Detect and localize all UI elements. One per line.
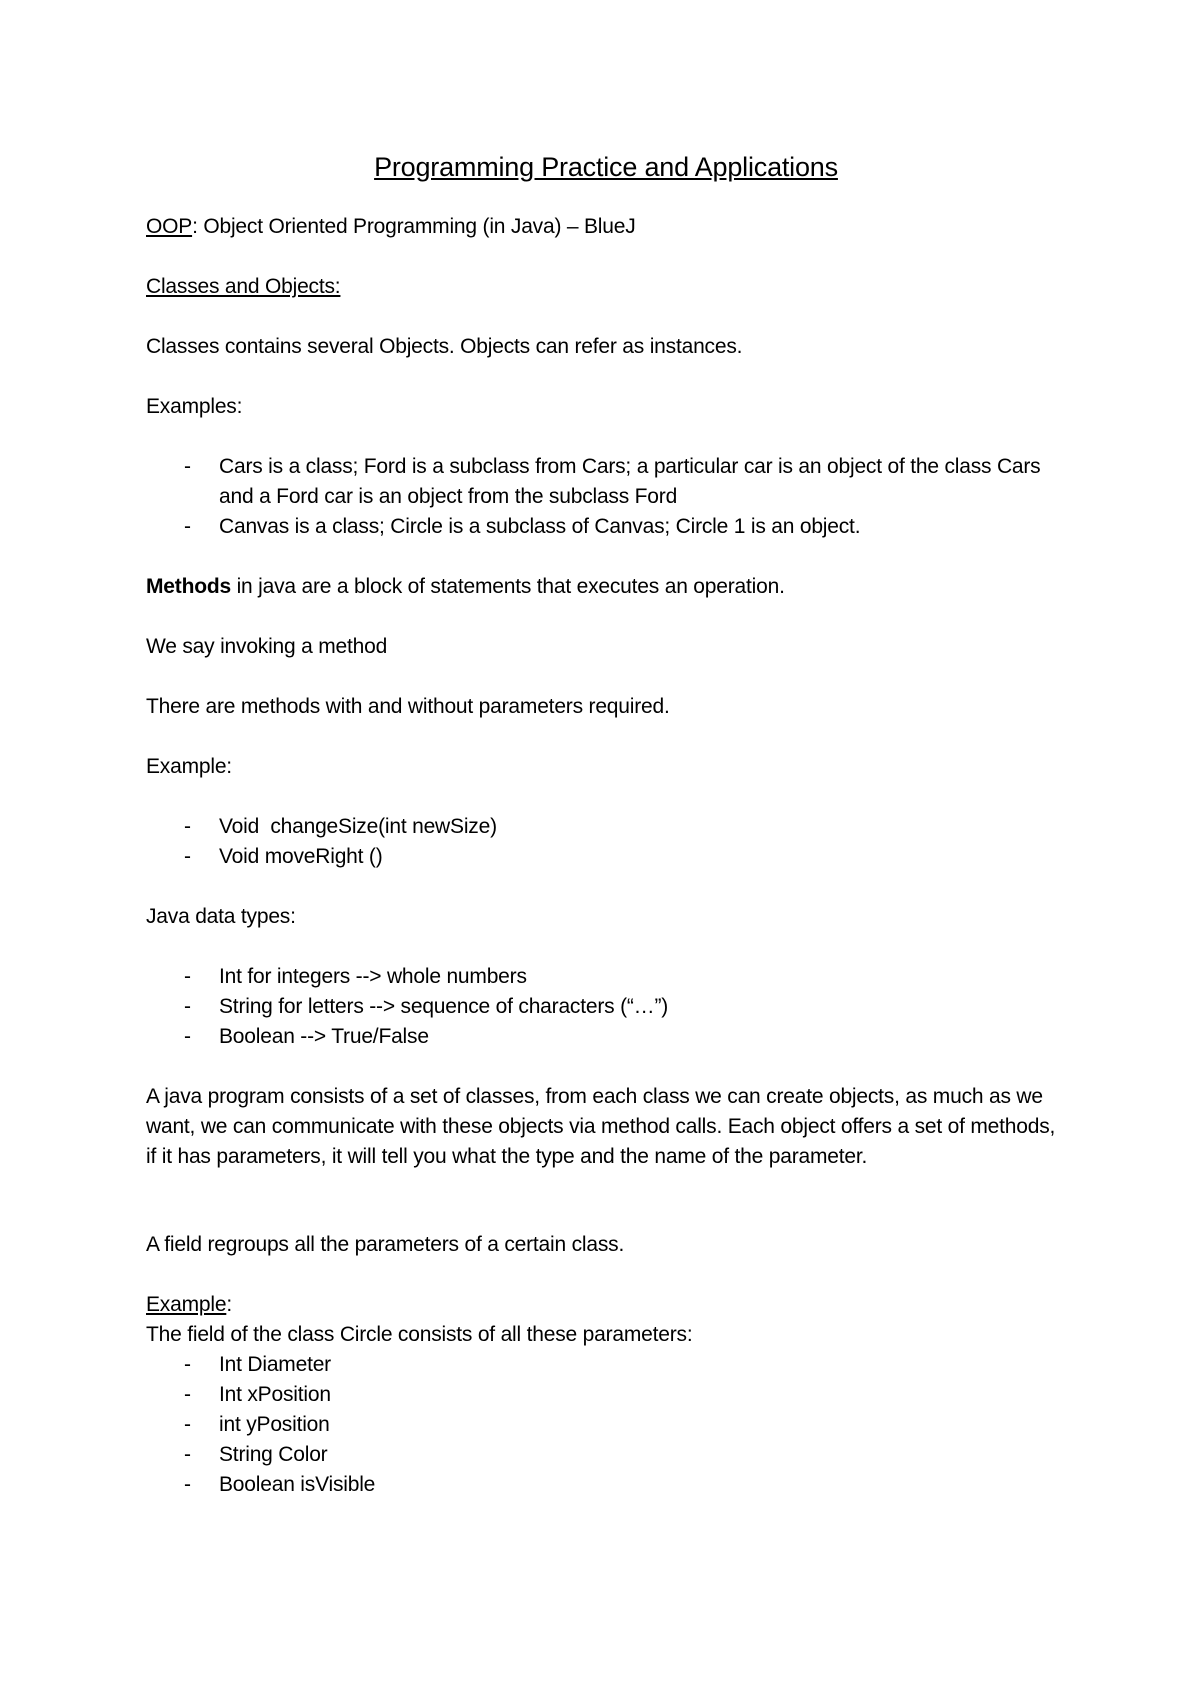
list-item: - int yPosition — [146, 1410, 1066, 1440]
list-item: - String for letters --> sequence of characters (“…”) — [146, 992, 1066, 1022]
field-text: A field regroups all the parameters of a certain class. — [146, 1233, 625, 1256]
list-item: - Int for integers --> whole numbers — [146, 962, 1066, 992]
list-item: - Void moveRight () — [146, 842, 1066, 872]
document-title: Programming Practice and Applications — [374, 152, 838, 182]
classes-heading: Classes and Objects: — [146, 275, 341, 298]
document-body — [146, 150, 1066, 1500]
list-item: - Int xPosition — [146, 1380, 1066, 1410]
dash-bullet: - — [184, 815, 191, 838]
list-item: - Int Diameter — [146, 1350, 1066, 1380]
list-item: - Boolean --> True/False — [146, 1022, 1066, 1052]
dash-bullet: - — [184, 1443, 191, 1466]
list-item: - Cars is a class; Ford is a subclass from Cars; a particular car is an object of the class Cars and a Ford car is an object from the subclass Ford — [146, 452, 1066, 512]
examples-label: Examples: — [146, 395, 243, 418]
methods-term: Methods — [146, 575, 231, 598]
method-list — [146, 812, 1066, 872]
dash-bullet: - — [184, 1413, 191, 1436]
oop-term: OOP — [146, 215, 193, 238]
list-item: - Boolean isVisible — [146, 1470, 1066, 1500]
dash-bullet: - — [184, 995, 191, 1018]
dash-bullet: - — [184, 1383, 191, 1406]
datatype-list — [146, 962, 1066, 1052]
dash-bullet: - — [184, 845, 191, 868]
parameters-text: There are methods with and without parameters required. — [146, 695, 670, 718]
field-example-term: Example — [146, 1293, 227, 1316]
dash-bullet: - — [184, 965, 191, 988]
field-intro: The field of the class Circle consists of all these parameters: — [146, 1323, 693, 1346]
dash-bullet: - — [184, 1025, 191, 1048]
list-item: - Canvas is a class; Circle is a subclass of Canvas; Circle 1 is an object. — [146, 512, 1066, 542]
methods-line — [146, 572, 1066, 602]
dash-bullet: - — [184, 515, 191, 538]
program-paragraph: A java program consists of a set of classes, from each class we can create objects, as much as we want, we can communicate with these objects via method calls. Each object offers a set of methods, if it has parameters, it will tell you what the type and the name of the parameter. — [146, 1085, 1056, 1168]
list-item: - Void changeSize(int newSize) — [146, 812, 1066, 842]
invoking-text: We say invoking a method — [146, 635, 388, 658]
field-example-label: Example: — [146, 1293, 232, 1316]
dash-bullet: - — [184, 455, 191, 478]
datatypes-label: Java data types: — [146, 905, 296, 928]
field-list — [146, 1350, 1066, 1500]
methods-definition: in java are a block of statements that executes an operation. — [230, 575, 785, 598]
oop-definition: : Object Oriented Programming (in Java) – BlueJ — [192, 215, 636, 238]
oop-line — [146, 212, 1066, 242]
classes-text: Classes contains several Objects. Objects can refer as instances. — [146, 335, 743, 358]
dash-bullet: - — [184, 1353, 191, 1376]
dash-bullet: - — [184, 1473, 191, 1496]
example-label: Example: — [146, 755, 232, 778]
list-item: - String Color — [146, 1440, 1066, 1470]
examples-list — [146, 452, 1066, 542]
